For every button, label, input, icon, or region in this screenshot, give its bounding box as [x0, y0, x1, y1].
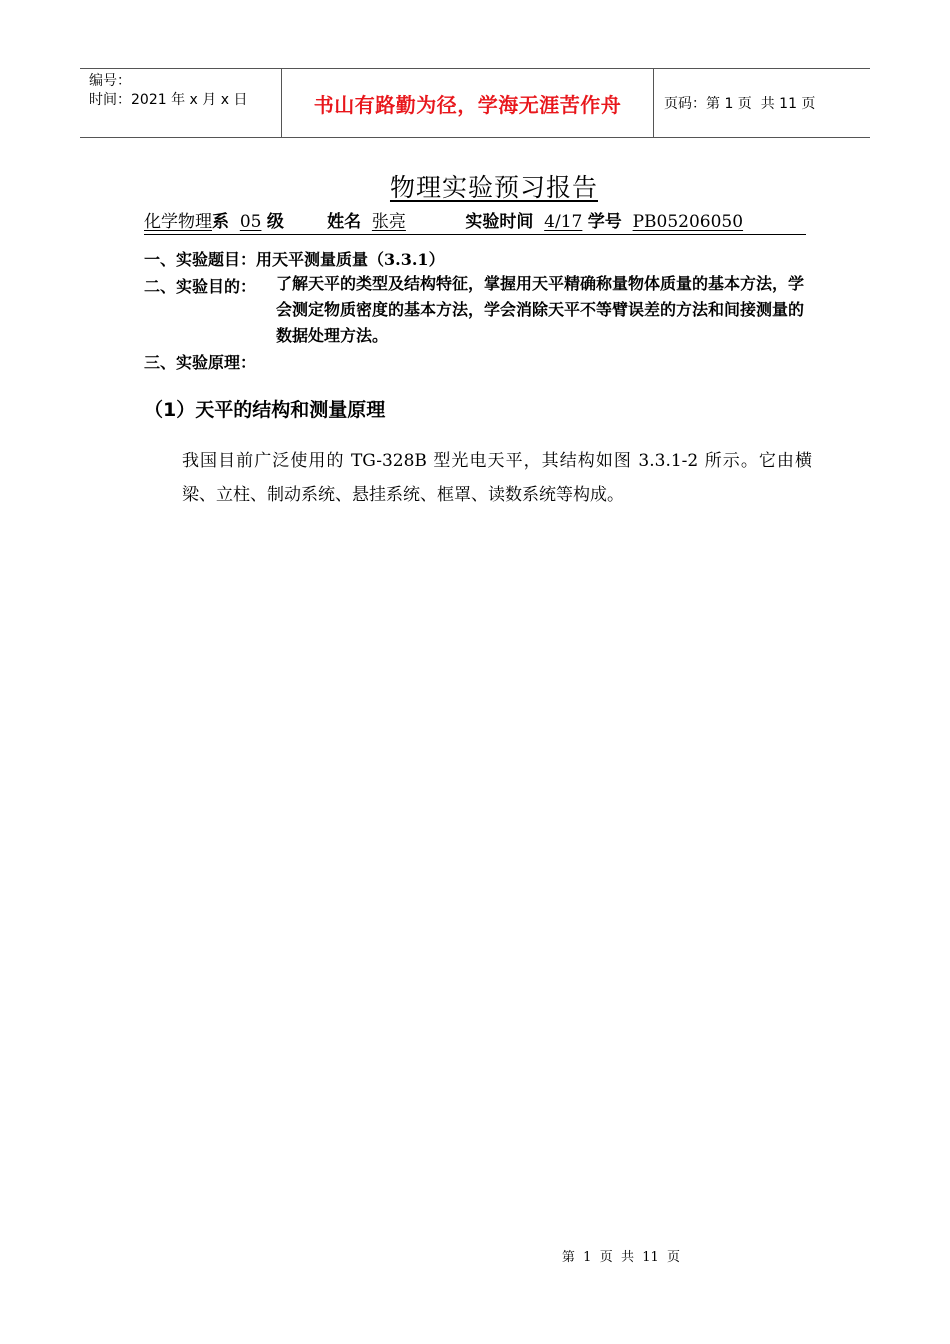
section-topic: [144, 247, 445, 270]
page-header: [80, 68, 870, 138]
header-left-cell: [80, 69, 281, 137]
header-motto: 书山有路勤为径，学海无涯苦作舟: [281, 69, 654, 137]
document-code: 编号：: [89, 73, 131, 89]
page-footer: 第 1 页 共 11 页: [561, 1250, 681, 1265]
grade-value: 05: [239, 212, 262, 232]
department-label: 系: [212, 212, 229, 232]
name-value: 张亮: [371, 212, 406, 232]
student-info-line: [144, 207, 806, 235]
header-page-number: 页码：第 1 页 共 11 页: [664, 96, 816, 112]
section-purpose-text: 了解天平的类型及结构特征，掌握用天平精确称量物体质量的基本方法，学会测定物质密度的基本方法，学会消除天平不等臂误差的方法和间接测量的数据处理方法。: [276, 274, 805, 345]
name-label: 姓名: [327, 212, 362, 232]
section-topic-text: 一、实验题目：用天平测量质量（: [144, 250, 385, 269]
document-date: 时间：2021 年 x 月 x 日: [89, 92, 248, 108]
grade-label: 级: [266, 212, 284, 232]
header-right-cell: [654, 69, 870, 137]
section-principle-label: 三、实验原理：: [144, 353, 257, 372]
section-topic-number: 3.3.1: [384, 250, 429, 269]
subsection-heading: （1）天平的结构和测量原理: [144, 399, 386, 421]
experiment-time-value: 4/17: [544, 212, 583, 232]
body-paragraph: 我国目前广泛使用的 TG-328B 型光电天平，其结构如图 3.3.1-2 所示。它由横梁、立柱、制动系统、悬挂系统、框罩、读数系统等构成。: [182, 451, 812, 505]
report-title: 物理实验预习报告: [389, 173, 598, 202]
section-purpose-label: 二、实验目的：: [144, 277, 257, 296]
department-value: 化学物理: [144, 212, 212, 232]
student-id-label: 学号: [587, 212, 622, 232]
section-topic-close: ）: [428, 250, 445, 269]
experiment-time-label: 实验时间: [465, 212, 534, 232]
student-id-value: PB05206050: [632, 212, 744, 232]
